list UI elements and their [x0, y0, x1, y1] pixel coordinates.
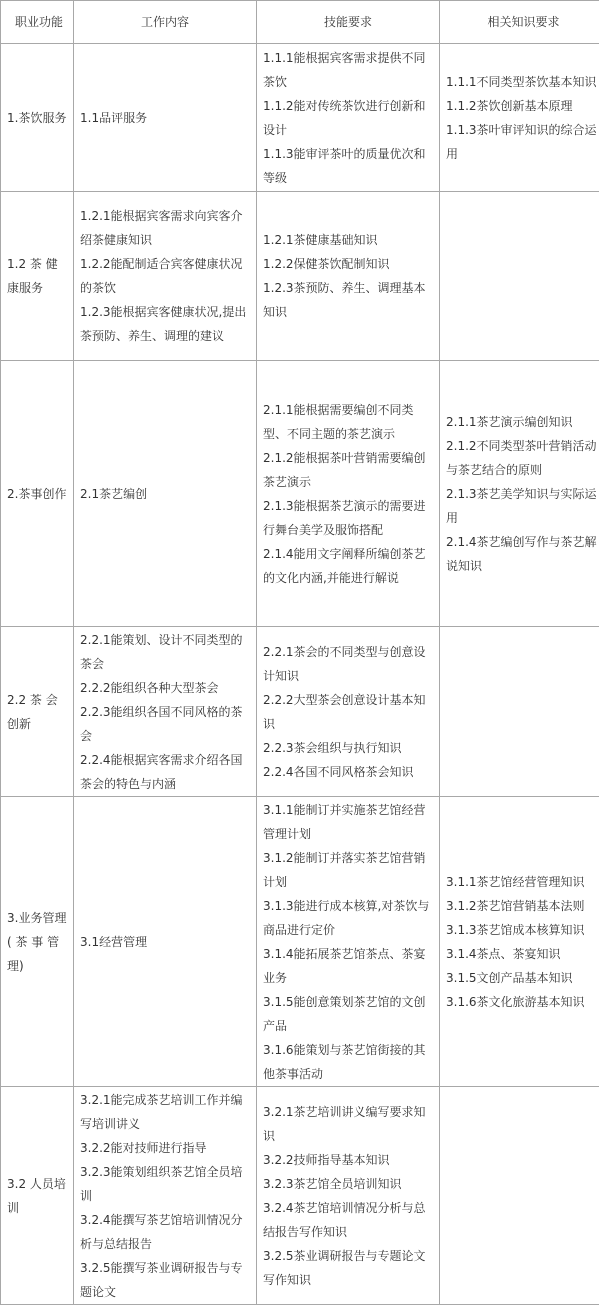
- header-skills: 技能要求: [257, 1, 440, 44]
- skill-item: 2.2.2大型茶会创意设计基本知识: [263, 692, 426, 731]
- knowledge-item: 3.1.1茶艺馆经营管理知识: [446, 874, 585, 889]
- work-item: 2.2.4能根据宾客需求介绍各国茶会的特色与内涵: [80, 752, 243, 791]
- skills-cell: [257, 44, 440, 192]
- skill-item: 3.2.3茶艺馆全员培训知识: [263, 1176, 402, 1191]
- skill-item: 1.1.1能根据宾客需求提供不同茶饮: [263, 50, 426, 89]
- knowledge-item: 3.1.4茶点、茶宴知识: [446, 946, 561, 961]
- skills-cell: [257, 1087, 440, 1305]
- skill-item: 3.1.2能制订并落实茶艺馆营销计划: [263, 850, 426, 889]
- table-row: [1, 1087, 599, 1305]
- knowledge-cell: [440, 361, 599, 627]
- skill-item: 2.2.1茶会的不同类型与创意设计知识: [263, 644, 426, 683]
- table-row: [1, 361, 599, 627]
- work-item: 2.2.1能策划、设计不同类型的茶会: [80, 632, 243, 671]
- work-cell: [74, 192, 257, 361]
- work-item: 2.2.3能组织各国不同风格的茶会: [80, 704, 243, 743]
- function-cell: 2.2 茶 会创新: [1, 627, 74, 797]
- knowledge-item: 1.1.3茶叶审评知识的综合运用: [446, 122, 597, 161]
- work-cell: [74, 44, 257, 192]
- skills-cell: [257, 797, 440, 1087]
- work-item: 3.2.3能策划组织茶艺馆全员培训: [80, 1164, 243, 1203]
- knowledge-item: 3.1.5文创产品基本知识: [446, 970, 573, 985]
- table-row: [1, 44, 599, 192]
- table-row: [1, 192, 599, 361]
- work-item: 3.2.1能完成茶艺培训工作并编写培训讲义: [80, 1092, 243, 1131]
- work-item: 2.1茶艺编创: [80, 486, 148, 501]
- knowledge-item: 3.1.2茶艺馆营销基本法则: [446, 898, 585, 913]
- knowledge-cell: [440, 797, 599, 1087]
- function-cell: 3.业务管理 ( 茶 事 管 理): [1, 797, 74, 1087]
- work-item: 3.2.4能撰写茶艺馆培训情况分析与总结报告: [80, 1212, 243, 1251]
- table-header-row: [1, 1, 599, 44]
- table-row: [1, 797, 599, 1087]
- work-cell: [74, 627, 257, 797]
- work-item: 1.2.3能根据宾客健康状况,提出茶预防、养生、调理的建议: [80, 305, 247, 343]
- skill-item: 2.1.3能根据茶艺演示的需要进行舞台美学及服饰搭配: [263, 498, 426, 537]
- knowledge-cell: [440, 1087, 599, 1305]
- skill-item: 3.2.5茶业调研报告与专题论文写作知识: [263, 1248, 426, 1287]
- skill-item: 3.1.4能拓展茶艺馆茶点、茶宴业务: [263, 946, 426, 985]
- skill-item: 1.2.1茶健康基础知识: [263, 233, 378, 247]
- knowledge-cell: [440, 627, 599, 797]
- skill-item: 1.2.2保健茶饮配制知识: [263, 257, 390, 271]
- skill-item: 3.2.4茶艺馆培训情况分析与总结报告写作知识: [263, 1200, 426, 1239]
- work-item: 1.2.2能配制适合宾客健康状况的茶饮: [80, 257, 243, 295]
- work-item: 1.2.1能根据宾客需求向宾客介绍茶健康知识: [80, 209, 243, 247]
- work-item: 2.2.2能组织各种大型茶会: [80, 680, 219, 695]
- skill-item: 3.1.6能策划与茶艺馆街接的其他茶事活动: [263, 1042, 426, 1081]
- work-item: 3.2.2能对技师进行指导: [80, 1140, 207, 1155]
- header-function: 职业功能: [1, 1, 74, 44]
- knowledge-item: 2.1.3茶艺美学知识与实际运用: [446, 486, 597, 525]
- skill-item: 3.2.1茶艺培训讲义编写要求知识: [263, 1104, 426, 1143]
- knowledge-cell: [440, 192, 599, 361]
- function-cell: 3.2 人员培训: [1, 1087, 74, 1305]
- knowledge-item: 3.1.3茶艺馆成本核算知识: [446, 922, 585, 937]
- function-cell: 1.2 茶 健康服务: [1, 192, 74, 361]
- function-cell: 2.茶事创作: [1, 361, 74, 627]
- skill-item: 1.1.3能审评茶叶的质量优次和等级: [263, 146, 426, 185]
- skills-cell: [257, 192, 440, 361]
- skill-item: 1.2.3茶预防、养生、调理基本知识: [263, 281, 426, 319]
- skill-item: 2.1.4能用文字阐释所编创茶艺的文化内涵,并能进行解说: [263, 546, 426, 585]
- skill-item: 3.1.5能创意策划茶艺馆的文创产品: [263, 994, 426, 1033]
- knowledge-cell: [440, 44, 599, 192]
- knowledge-item: 1.1.2茶饮创新基本原理: [446, 98, 573, 113]
- skill-item: 2.1.2能根据茶叶营销需要编创茶艺演示: [263, 450, 426, 489]
- work-item: 1.1品评服务: [80, 110, 148, 125]
- work-item: 3.1经营管理: [80, 934, 148, 949]
- knowledge-item: 1.1.1不同类型茶饮基本知识: [446, 74, 597, 89]
- work-cell: [74, 1087, 257, 1305]
- skill-item: 2.2.4各国不同风格茶会知识: [263, 764, 414, 779]
- knowledge-item: 2.1.1茶艺演示编创知识: [446, 414, 573, 429]
- header-knowledge: 相关知识要求: [440, 1, 599, 44]
- header-work: 工作内容: [74, 1, 257, 44]
- knowledge-item: 3.1.6茶文化旅游基本知识: [446, 994, 585, 1009]
- skill-item: 2.1.1能根据需要编创不同类型、不同主题的茶艺演示: [263, 402, 414, 441]
- skill-item: 3.1.1能制订并实施茶艺馆经营管理计划: [263, 802, 426, 841]
- work-cell: [74, 361, 257, 627]
- skill-item: 3.1.3能进行成本核算,对茶饮与商品进行定价: [263, 898, 430, 937]
- skill-item: 3.2.2技师指导基本知识: [263, 1152, 390, 1167]
- skill-item: 2.2.3茶会组织与执行知识: [263, 740, 402, 755]
- knowledge-item: 2.1.2不同类型茶叶营销活动与茶艺结合的原则: [446, 438, 597, 477]
- function-cell: 1.茶饮服务: [1, 44, 74, 192]
- knowledge-item: 2.1.4茶艺编创写作与茶艺解说知识: [446, 534, 597, 573]
- work-cell: [74, 797, 257, 1087]
- table-row: [1, 627, 599, 797]
- work-item: 3.2.5能撰写茶业调研报告与专题论文: [80, 1260, 243, 1299]
- skills-cell: [257, 627, 440, 797]
- skills-cell: [257, 361, 440, 627]
- skill-item: 1.1.2能对传统茶饮进行创新和设计: [263, 98, 426, 137]
